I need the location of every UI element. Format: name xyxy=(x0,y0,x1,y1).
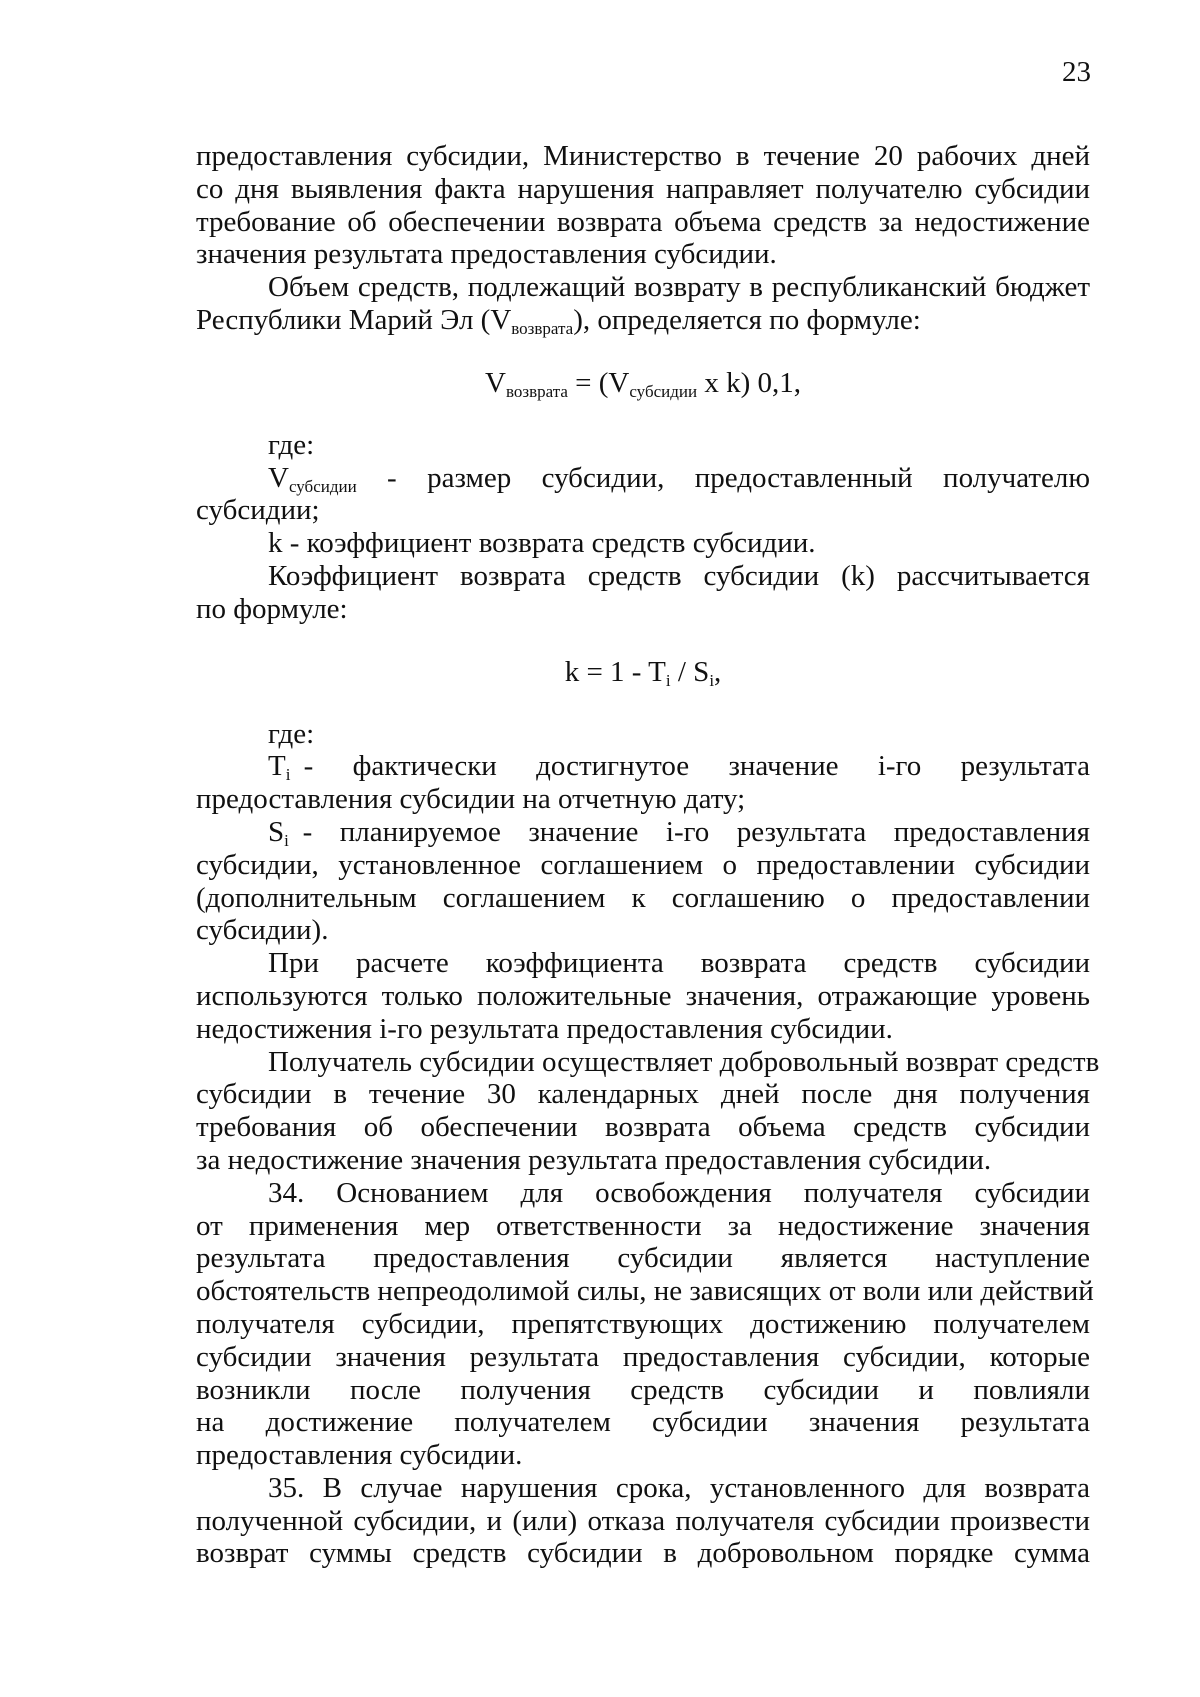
definition-k: k - коэффициент возврата средств субсидии. xyxy=(268,527,816,560)
text-line: требование об обеспечении возврата объема средств за недостижение xyxy=(196,205,1090,238)
text-line: значения результата предоставления субсидии. xyxy=(196,238,777,271)
paragraph-coefficient xyxy=(196,560,1090,626)
text-line: возврат суммы средств субсидии в добровольном порядке сумма xyxy=(196,1537,1090,1570)
text-line: Республики Марий Эл $(V_{возврата})$, определяется по формуле: xyxy=(196,303,921,338)
text-line: используются только положительные значения, отражающие уровень xyxy=(196,979,1090,1012)
definition-s: $S_i$ - планируемое значение i-го результата предоставления xyxy=(268,815,1090,850)
text-line: 34. Основанием для освобождения получателя субсидии xyxy=(268,1176,1090,1209)
text-line: за недостижение значения результата предоставления субсидии. xyxy=(196,1143,992,1176)
text-line: полученной субсидии, и (или) отказа получателя субсидии произвести xyxy=(196,1504,1090,1537)
text-line: предоставления субсидии. xyxy=(196,1439,523,1472)
text-line: получателя субсидии, препятствующих достижению получателем xyxy=(196,1307,1090,1340)
text-line: Получатель субсидии осуществляет добровольный возврат средств xyxy=(268,1045,1100,1078)
text-line: предоставления субсидии, Министерство в течение 20 рабочих дней xyxy=(196,140,1090,172)
text-line: результата предоставления субсидии является наступление xyxy=(196,1242,1090,1275)
where-label: где: xyxy=(268,428,315,461)
formula-return-volume: $V_{возврата} = (V_{субсидии}$ х k) 0,1, xyxy=(484,366,802,401)
text-line: (дополнительным соглашением к соглашению о предоставлении xyxy=(196,881,1090,914)
text-line: субсидии, установленное соглашением о предоставлении субсидии xyxy=(196,848,1090,881)
paragraph-item-34 xyxy=(196,1176,1094,1472)
text-line: со дня выявления факта нарушения направляет получателю субсидии xyxy=(196,172,1090,205)
text-line: Коэффициент возврата средств субсидии (k) рассчитывается xyxy=(268,559,1090,592)
text-line: требования об обеспечении возврата объема средств субсидии xyxy=(196,1111,1090,1144)
text-line: субсидии; xyxy=(196,494,320,527)
text-line: на достижение получателем субсидии значения результата xyxy=(196,1406,1090,1439)
text-line: субсидии). xyxy=(196,914,329,947)
text-line: 35. В случае нарушения срока, установленного для возврата xyxy=(268,1471,1090,1504)
paragraph-return-volume xyxy=(196,271,1090,337)
paragraph-positive-values xyxy=(196,947,1090,1045)
paragraph-voluntary-return xyxy=(196,1045,1100,1177)
text-line: обстоятельств непреодолимой силы, не зависящих от воли или действий xyxy=(196,1275,1094,1308)
where-label: где: xyxy=(268,717,315,750)
definition-v-subsidy: $V_{субсидии}$ - размер субсидии, предоставленный получателю xyxy=(268,461,1091,496)
page-number: 23 xyxy=(1062,56,1091,88)
text-line: по формуле: xyxy=(196,592,348,625)
text-line: субсидии в течение 30 календарных дней после дня получения xyxy=(196,1078,1090,1111)
document-body xyxy=(196,140,1100,1570)
text-line: предоставления субсидии на отчетную дату; xyxy=(196,783,746,816)
definition-t: $T_i$ - фактически достигнутое значение i-го результата xyxy=(268,750,1091,785)
text-line: возникли после получения средств субсидии и повлияли xyxy=(196,1373,1090,1406)
paragraph-item-35 xyxy=(196,1472,1090,1570)
text-line: субсидии значения результата предоставления субсидии, которые xyxy=(196,1340,1090,1373)
formula-coefficient: $k = 1 - T_i / S_i$, xyxy=(564,655,722,690)
paragraph-violation-notice xyxy=(196,140,1090,271)
text-line: от применения мер ответственности за недостижение значения xyxy=(196,1209,1090,1242)
text-line: Объем средств, подлежащий возврату в республиканский бюджет xyxy=(268,271,1090,304)
text-line: При расчете коэффициента возврата средств субсидии xyxy=(268,947,1090,980)
text-line: недостижения i-го результата предоставления субсидии. xyxy=(196,1012,893,1045)
